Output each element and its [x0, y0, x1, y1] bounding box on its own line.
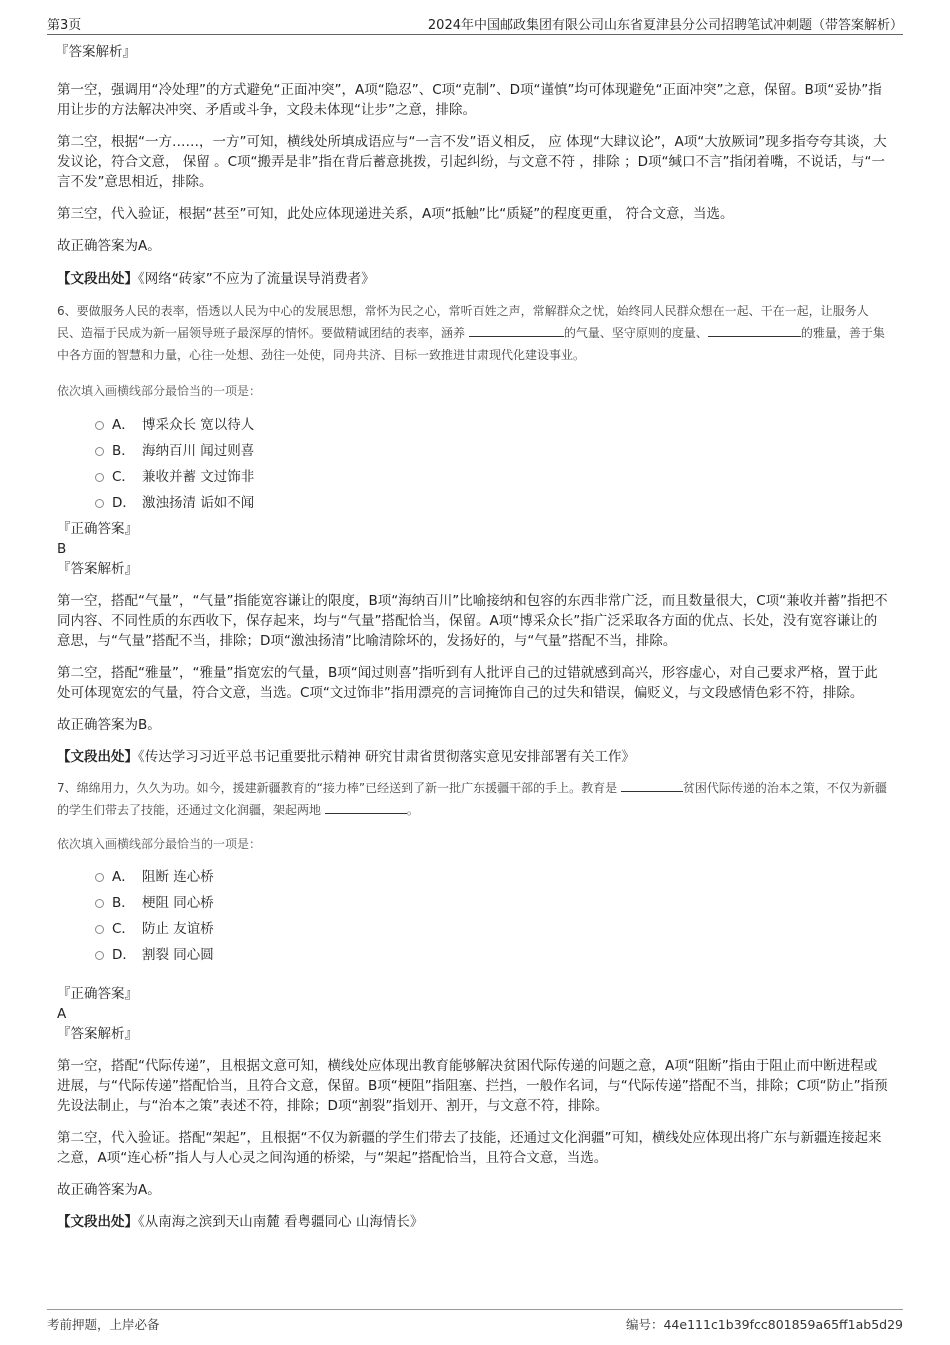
fill-blank	[469, 322, 564, 337]
analysis-paragraph: 第二空，代入验证。搭配“架起”，且根据“不仅为新疆的学生们带去了技能，还通过文化润疆”可知，横线处应体现出将广东与新疆连接起来之意，A项“连心桥”指人与人心灵之间沟通的桥梁，与“架起”搭配恰当，且符合文意，当选。	[57, 1130, 882, 1166]
page-header	[47, 12, 903, 35]
answer-value: A	[57, 1006, 67, 1022]
option-a[interactable]	[95, 864, 890, 890]
question-stem-7	[57, 777, 890, 821]
radio-icon[interactable]	[95, 951, 104, 960]
analysis-paragraph: 第二空，根据“一方……，一方”可知，横线处所填成语应与“一言不发”语义相反， 应 体现“大肆议论”，A项“大放厥词”现多指夸夸其谈，大发议论，符合文意， 保留 。C项“搬弄是非”指在背后蓄意挑拨，引起纠纷，与文意不符 ，排除 ；D项“缄口不言”指闭着嘴，不说话，与“一言不发”意思相近，排除。	[57, 134, 887, 190]
option-letter: D．	[112, 947, 136, 963]
option-b[interactable]	[95, 438, 890, 464]
answer-value: B	[57, 541, 67, 557]
option-c[interactable]	[95, 464, 890, 490]
analysis-paragraph: 第二空，搭配“雅量”，“雅量”指宽宏的气量，B项“闻过则喜”指听到有人批评自己的过错就感到高兴，形容虚心，对自己要求严格，置于此处可体现宽宏的气量，符合文意，当选。C项“文过饰非”指用漂亮的言词掩饰自己的过失和错误，偏贬义，与文段感情色彩不符，排除。	[57, 665, 878, 701]
option-text: 割裂 同心圆	[142, 947, 214, 963]
document-title: 2024年中国邮政集团有限公司山东省夏津县分公司招聘笔试冲刺题（带答案解析）	[427, 18, 903, 33]
option-text: 海纳百川 闻过则喜	[142, 443, 255, 459]
answer-conclusion: 故正确答案为A。	[57, 1182, 161, 1198]
analysis-label: 『答案解析』	[55, 44, 136, 60]
answer-conclusion: 故正确答案为A。	[57, 238, 161, 254]
analysis-paragraph: 第一空，搭配“代际传递”，且根据文意可知，横线处应体现出教育能够解决贫困代际传递的问题之意，A项“阻断”指由于阻止而中断进程或进展，与“代际传递”搭配恰当，且符合文意，保留。B项“梗阻”指阻塞、拦挡，一般作名词，与“代际传递”搭配不当，排除；C项“防止”指预先设法制止，与“治本之策”表述不符，排除；D项“割裂”指划开、割开，与文意不符，排除。	[57, 1058, 888, 1114]
analysis-paragraph: 第一空，强调用“冷处理”的方式避免“正面冲突”，A项“隐忍”、C项“克制”、D项“谨慎”均可体现避免“正面冲突”之意，保留。B项“妥协”指用让步的方法解决冲突、矛盾或斗争，文段未体现“让步”之意，排除。	[57, 82, 882, 118]
option-b[interactable]	[95, 890, 890, 916]
analysis-label: 『答案解析』	[57, 1026, 138, 1042]
option-text: 兼收并蓄 文过饰非	[142, 469, 255, 485]
analysis-paragraph: 第三空，代入验证，根据“甚至”可知，此处应体现递进关系，A项“抵触”比“质疑”的程度更重， 符合文意，当选。	[57, 206, 734, 222]
stem-text: 贫困代际传递的治本之策，不仅为新疆的学生们带去了技能，还通过文化润疆，架起两地	[57, 781, 887, 817]
stem-text: 。	[406, 803, 419, 817]
source-title: 《网络“砖家”不应为了流量误导消费者》	[138, 271, 375, 287]
option-letter: A．	[112, 417, 135, 433]
source-label: 【文段出处】	[57, 271, 138, 287]
stem-text: 7、绵绵用力，久久为功。如今，援建新疆教育的“接力棒”已经送到了新一批广东援疆干部的手上。教育是	[57, 781, 621, 795]
source-label: 【文段出处】	[57, 749, 138, 765]
option-text: 防止 友谊桥	[142, 921, 214, 937]
stem-text: 的气量、坚守原则的度量、	[563, 326, 708, 340]
page-footer	[47, 1309, 903, 1334]
option-text: 博采众长 宽以待人	[142, 417, 255, 433]
source-line	[57, 747, 890, 767]
option-letter: C．	[112, 469, 135, 485]
option-letter: C．	[112, 921, 135, 937]
fill-blank	[325, 799, 407, 814]
radio-icon[interactable]	[95, 499, 104, 508]
source-line	[57, 269, 890, 289]
source-title: 《从南海之滨到天山南麓 看粤疆同心 山海情长》	[138, 1214, 424, 1230]
radio-icon[interactable]	[95, 421, 104, 430]
option-d[interactable]	[95, 942, 890, 968]
radio-icon[interactable]	[95, 925, 104, 934]
radio-icon[interactable]	[95, 873, 104, 882]
option-text: 梗阻 同心桥	[142, 895, 214, 911]
option-letter: A．	[112, 869, 135, 885]
source-label: 【文段出处】	[57, 1214, 138, 1230]
stem-text: 6、要做服务人民的表率，悟透以人民为中心的发展思想，常怀为民之心，常听百姓之声，常解群众之忧，始终同人民群众想在一起、干在一起，让服务人民、造福于民成为新一届领导班子最深厚的情怀。要做精诚团结的表率，涵养	[57, 304, 869, 340]
question-prompt: 依次填入画横线部分最恰当的一项是：	[57, 384, 262, 398]
option-letter: B．	[112, 443, 135, 459]
stem-text: 的雅量，善于集中各方面的智慧和力量，心往一处想、劲往一处使，同舟共济、目标一致推进甘肃现代化建设事业。	[57, 326, 885, 362]
radio-icon[interactable]	[95, 899, 104, 908]
source-line	[57, 1212, 890, 1232]
analysis-label: 『答案解析』	[57, 561, 138, 577]
page-number: 第3页	[47, 18, 82, 33]
option-letter: B．	[112, 895, 135, 911]
answer-label: 『正确答案』	[57, 986, 138, 1002]
option-d[interactable]	[95, 490, 890, 516]
document-id: 编号：44e111c1b39fcc801859a65ff1ab5d29	[625, 1317, 903, 1332]
question-stem-6	[57, 300, 890, 366]
answer-label: 『正确答案』	[57, 521, 138, 537]
option-text: 激浊扬清 诟如不闻	[142, 495, 255, 511]
document-body	[57, 42, 890, 1232]
radio-icon[interactable]	[95, 473, 104, 482]
source-title: 《传达学习习近平总书记重要批示精神 研究甘肃省贯彻落实意见安排部署有关工作》	[138, 749, 636, 765]
analysis-paragraph: 第一空，搭配“气量”，“气量”指能宽容谦让的限度，B项“海纳百川”比喻接纳和包容的东西非常广泛，而且数量很大，C项“兼收并蓄”指把不同内容、不同性质的东西收下，保存起来，均与“气量”搭配恰当，保留。A项“博采众长”指广泛采取各方面的优点、长处，没有宽容谦让的意思，与“气量”搭配不当，排除；D项“激浊扬清”比喻清除坏的，发扬好的，与“气量”搭配不当，排除。	[57, 593, 888, 649]
radio-icon[interactable]	[95, 447, 104, 456]
question-prompt: 依次填入画横线部分最恰当的一项是：	[57, 837, 262, 851]
option-text: 阻断 连心桥	[142, 869, 214, 885]
options-list	[57, 864, 890, 968]
option-a[interactable]	[95, 412, 890, 438]
footer-slogan: 考前押题，上岸必备	[47, 1317, 160, 1332]
answer-conclusion: 故正确答案为B。	[57, 717, 161, 733]
fill-blank	[621, 777, 683, 792]
options-list	[57, 412, 890, 516]
option-letter: D．	[112, 495, 136, 511]
fill-blank	[708, 322, 801, 337]
option-c[interactable]	[95, 916, 890, 942]
